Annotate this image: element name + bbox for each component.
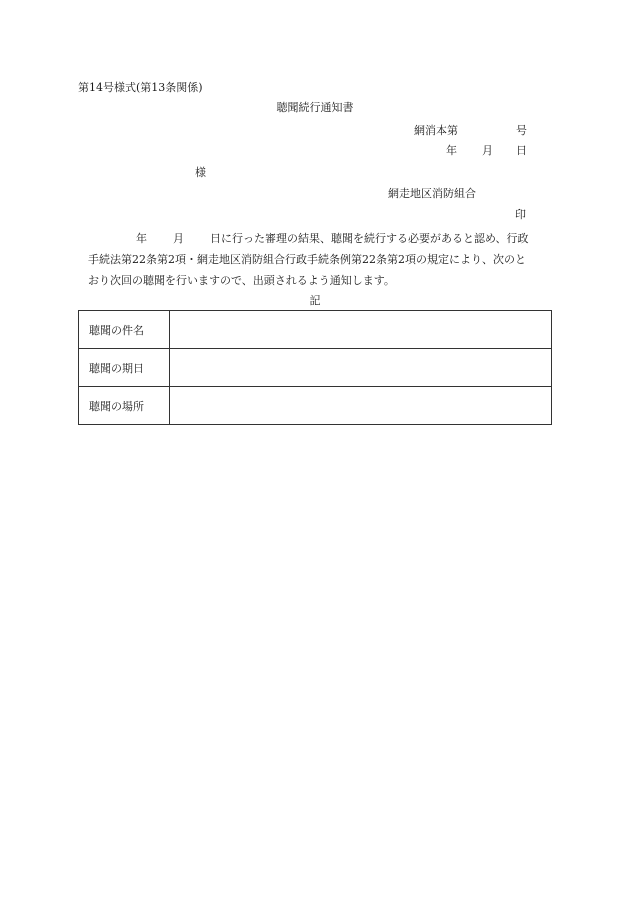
- form-number: 第14号様式(第13条関係): [78, 81, 203, 94]
- document-number-suffix: 号: [516, 124, 527, 137]
- body-year-label: 年: [136, 232, 147, 245]
- hearing-location-label: 聴聞の場所: [79, 387, 170, 425]
- ki-heading: 記: [309, 294, 321, 307]
- seal-mark: 印: [515, 208, 526, 221]
- addressee-honorific: 様: [195, 166, 206, 179]
- body-line-1: [78, 228, 552, 249]
- document-title: 聴聞続行通知書: [276, 101, 354, 114]
- body-line-2: 手続法第22条第2項・網走地区消防組合行政手続条例第22条第2項の規定により、次のと: [88, 253, 526, 266]
- date-month-label: 月: [482, 144, 493, 157]
- hearing-location-value: [170, 387, 552, 425]
- sender-organization: 網走地区消防組合: [388, 187, 476, 200]
- hearing-subject-label: 聴聞の件名: [79, 311, 170, 349]
- body-month-label: 月: [173, 232, 184, 245]
- hearing-date-value: [170, 349, 552, 387]
- hearing-details-table: [78, 310, 552, 425]
- document-number-prefix: 網消本第: [414, 124, 458, 137]
- hearing-subject-value: [170, 311, 552, 349]
- body-line-3: おり次回の聴聞を行いますので、出頭されるよう通知します。: [88, 274, 395, 287]
- hearing-date-label: 聴聞の期日: [79, 349, 170, 387]
- table-row: [79, 349, 552, 387]
- table-row: [79, 311, 552, 349]
- date-year-label: 年: [446, 144, 457, 157]
- date-day-label: 日: [516, 144, 527, 157]
- table-row: [79, 387, 552, 425]
- body-line-1-text: 日に行った審理の結果、聴聞を続行する必要があると認め、行政: [210, 232, 529, 245]
- notice-body: [78, 228, 552, 291]
